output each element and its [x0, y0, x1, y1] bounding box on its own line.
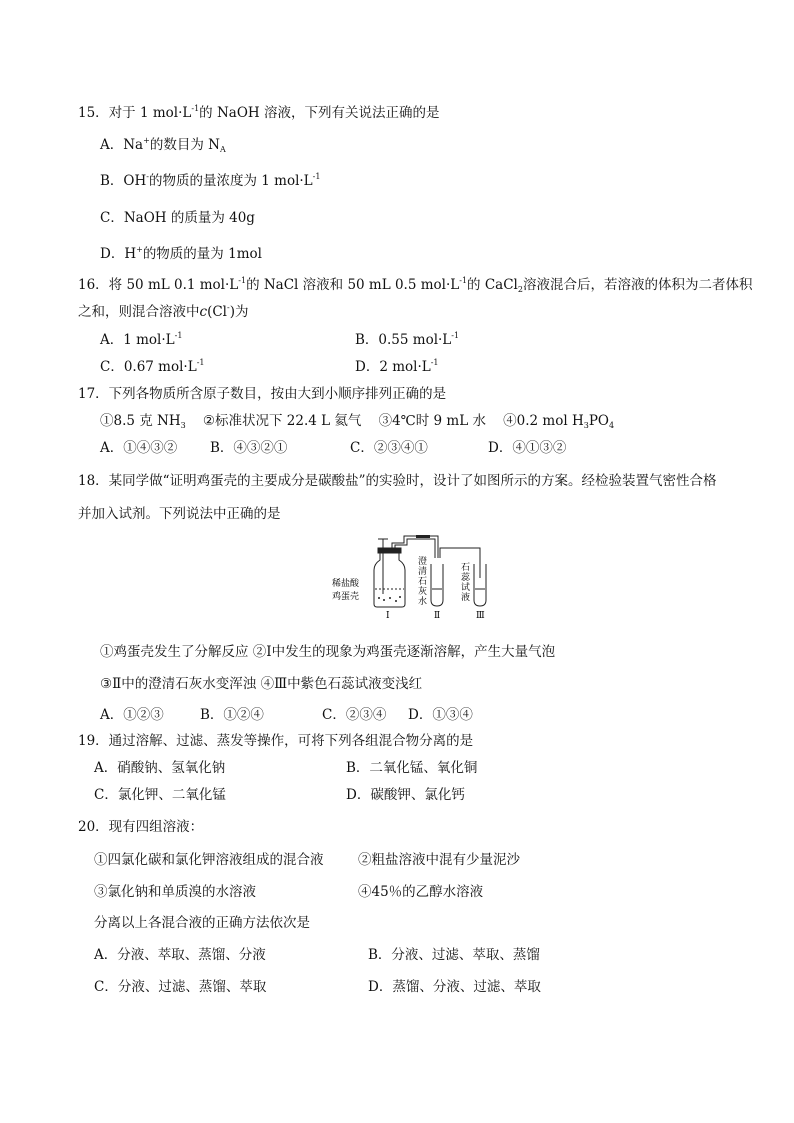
label-lime-3: 灰	[418, 587, 428, 597]
label-lime-2: 石	[418, 577, 428, 587]
q15-option-c: C．NaOH 的质量为 40g	[100, 210, 255, 226]
label-litmus-2: 试	[461, 583, 471, 593]
q16-option-a: A．1 $mol\cdot L^{-1}$	[100, 331, 183, 348]
label-lime-0: 澄	[418, 557, 428, 567]
q19-option-d: D．碳酸钾、氯化钙	[346, 787, 465, 803]
q20-ask: 分离以上各混合液的正确方法依次是	[94, 915, 310, 931]
roman-1: Ⅰ	[386, 611, 390, 618]
q18-apparatus-diagram	[318, 534, 498, 618]
q16-option-c: C．0.67 $mol\cdot L^{-1}$	[100, 358, 205, 375]
label-lime-4: 水	[418, 597, 428, 607]
flask-i-stopper	[378, 548, 401, 553]
q18-statement-1-2: ①鸡蛋壳发生了分解反应 ②Ⅰ中发生的现象为鸡蛋壳逐渐溶解，产生大量气泡	[100, 644, 556, 660]
label-shell: 鸡蛋壳	[332, 592, 360, 602]
q20-option-a: A．分液、萃取、蒸馏、分液	[94, 947, 266, 963]
q17-option-b: B．④③②①	[210, 440, 288, 456]
q19-option-c: C．氯化钾、二氧化锰	[94, 787, 226, 803]
q20-option-b: B．分液、过滤、萃取、蒸馏	[368, 947, 540, 963]
q18-stem-line1: 18．某同学做“证明鸡蛋壳的主要成分是碳酸盐”的实验时，设计了如图所示的方案。经检验装置气密性合格	[78, 473, 717, 489]
label-litmus-3: 液	[461, 593, 471, 603]
q17-items: ①8.5 克 $NH_3$ ②标准状况下 22.4 L 氦气 ③4℃时 9 mL 水 ④0.2 mol $H_3PO_4$	[100, 413, 615, 430]
q18-statement-3-4: ③Ⅱ中的澄清石灰水变浑浊 ④Ⅲ中紫色石蕊试液变浅红	[100, 676, 423, 692]
apparatus-svg	[318, 534, 498, 618]
label-litmus-1: 蕊	[461, 573, 471, 583]
q19-option-b: B．二氧化锰、氧化铜	[346, 760, 478, 776]
q17-option-d: D．④①③②	[488, 440, 567, 456]
q20-item-1: ①四氯化碳和氯化钾溶液组成的混合液	[94, 852, 324, 868]
q16-option-b: B．0.55 $mol\cdot L^{-1}$	[355, 331, 460, 348]
q15-option-d: D．H+的物质的量为 1mol	[100, 245, 262, 262]
q15-option-b: B．OH-的物质的量浓度为 1 $mol\cdot L^{-1}$	[100, 172, 321, 189]
q20-item-2: ②粗盐溶液中混有少量泥沙	[358, 852, 520, 868]
q17-option-c: C．②③④①	[350, 440, 428, 456]
q15-stem: 15．对于 1 $mol\cdot L^{-1}$的 NaOH 溶液，下列有关说法正确的是	[78, 104, 440, 121]
q20-option-c: C．分液、过滤、蒸馏、萃取	[94, 979, 267, 995]
q20-stem: 20．现有四组溶液：	[78, 819, 204, 835]
q20-option-d: D．蒸馏、分液、过滤、萃取	[368, 979, 541, 995]
q18-stem-line2: 并加入试剂。下列说法中正确的是	[78, 506, 281, 522]
q19-stem: 19．通过溶解、过滤、蒸发等操作，可将下列各组混合物分离的是	[78, 733, 474, 749]
label-acid: 稀盐酸	[332, 579, 360, 589]
q20-item-3: ③氯化钠和单质溴的水溶液	[94, 884, 256, 900]
q19-option-a: A．硝酸钠、氢氧化钠	[94, 760, 226, 776]
q18-option-c: C．②③④	[322, 707, 387, 723]
q16-stem-line2: 之和，则混合溶液中c(Cl-)为	[78, 303, 249, 320]
q16-option-d: D．2 $mol\cdot L^{-1}$	[355, 358, 439, 375]
q18-option-b: B．①②④	[200, 707, 264, 723]
test-tube-ii	[431, 564, 443, 606]
q16-stem-line1: 16．将 50 mL 0.1 $mol\cdot L^{-1}$的 NaCl 溶液和 50 mL 0.5 $mol\cdot L^{-1}$的 CaCl$_2$溶液混合后，若溶液的体积为二者体积	[78, 276, 753, 294]
q18-option-d: D．①③④	[408, 707, 473, 723]
roman-2: Ⅱ	[434, 611, 441, 618]
q15-option-a: A．Na+的数目为 $N_A$	[100, 136, 226, 154]
label-lime-1: 清	[418, 567, 428, 577]
q20-item-4: ④45％的乙醇水溶液	[358, 884, 484, 900]
q18-option-a: A．①②③	[100, 707, 164, 723]
q17-stem: 17．下列各物质所含原子数目，按由大到小顺序排列正确的是	[78, 386, 447, 402]
q17-option-a: A．①④③②	[100, 440, 178, 456]
q15-number: 15．	[78, 105, 109, 121]
roman-3: Ⅲ	[476, 611, 485, 618]
label-litmus-0: 石	[461, 563, 471, 573]
